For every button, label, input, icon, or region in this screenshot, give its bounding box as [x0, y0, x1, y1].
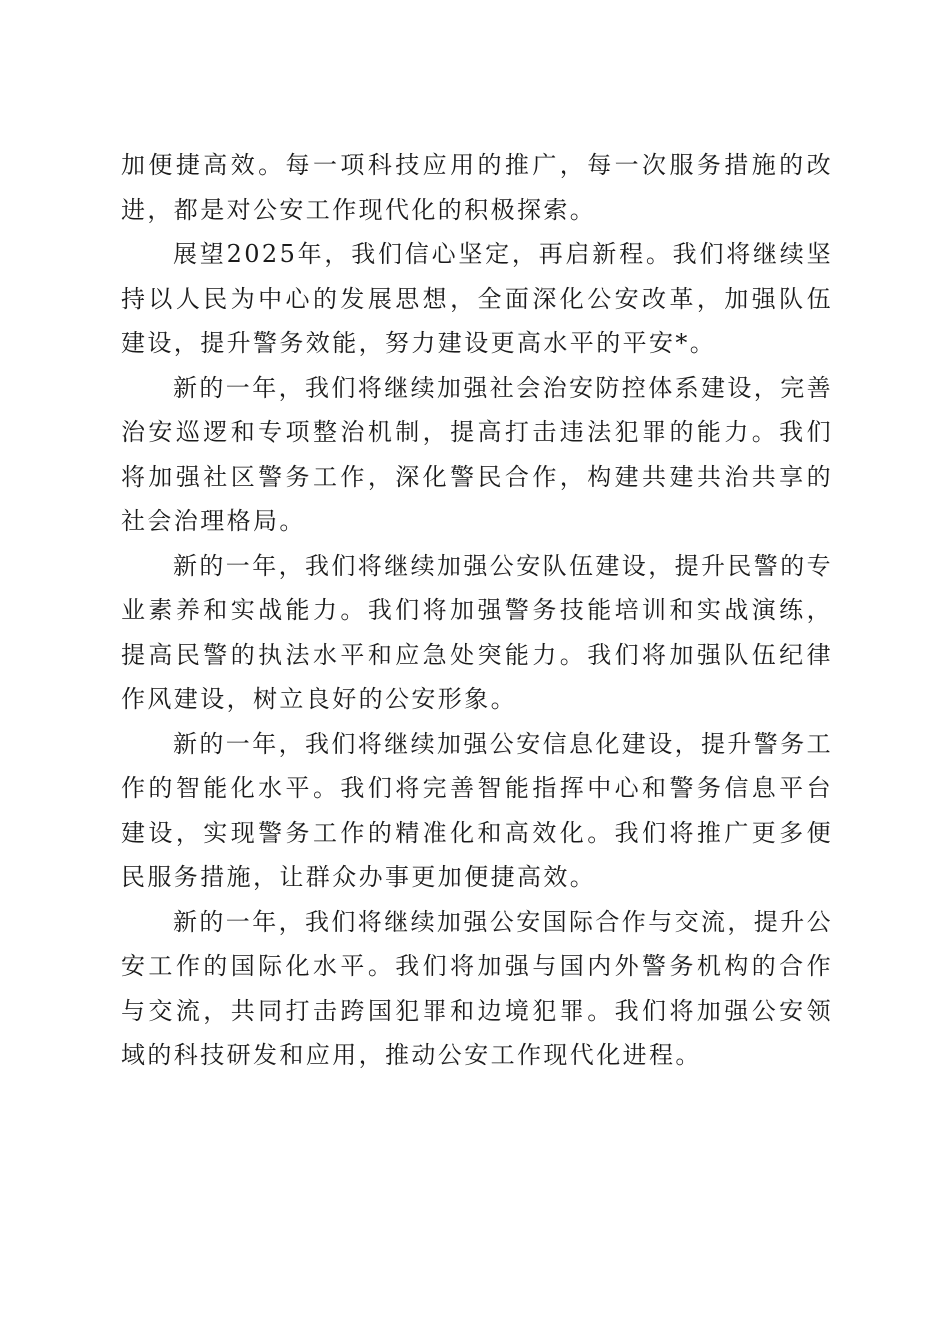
paragraph-informatization: 新的一年，我们将继续加强公安信息化建设，提升警务工作的智能化水平。我们将完善智能指挥中心和警务信息平台建设，实现警务工作的精准化和高效化。我们将推广更多便民服务措施，让群众办事更加便捷高效。 — [121, 729, 833, 891]
paragraph-international-cooperation: 新的一年，我们将继续加强公安国际合作与交流，提升公安工作的国际化水平。我们将加强与国内外警务机构的合作与交流，共同打击跨国犯罪和边境犯罪。我们将加强公安领域的科技研发和应用，推动公安工作现代化进程。 — [121, 907, 833, 1069]
paragraph-team-building: 新的一年，我们将继续加强公安队伍建设，提升民警的专业素养和实战能力。我们将加强警务技能培训和实战演练，提高民警的执法水平和应急处突能力。我们将加强队伍纪律作风建设，树立良好的公安形象。 — [121, 551, 833, 713]
paragraph-public-security: 新的一年，我们将继续加强社会治安防控体系建设，完善治安巡逻和专项整治机制，提高打击违法犯罪的能力。我们将加强社区警务工作，深化警民合作，构建共建共治共享的社会治理格局。 — [121, 373, 833, 535]
document-body — [121, 143, 833, 1078]
paragraph-continuation: 加便捷高效。每一项科技应用的推广，每一次服务措施的改进，都是对公安工作现代化的积极探索。 — [121, 151, 833, 224]
paragraph-outlook-2025: 展望2025年，我们信心坚定，再启新程。我们将继续坚持以人民为中心的发展思想，全面深化公安改革，加强队伍建设，提升警务效能，努力建设更高水平的平安*。 — [121, 240, 833, 357]
